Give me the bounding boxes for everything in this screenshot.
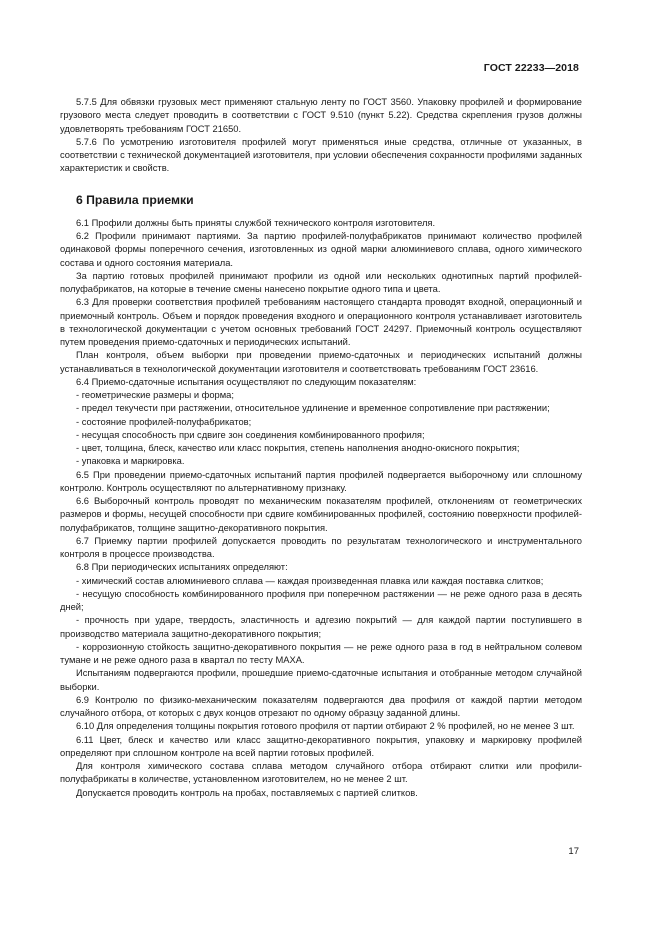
paragraph: Испытаниям подвергаются профили, прошедшие приемо-сдаточные испытания и отобранные методом случайной выборки.	[60, 668, 582, 692]
paragraph-5-7-6: 5.7.6 По усмотрению изготовителя профилей могут применяться иные средства, отличные от указанных, в соответствии с технической документацией изготовителя, при условии обеспечения сохранности профилями заданных характеристик и свойств.	[60, 136, 582, 174]
paragraph: 6.4 Приемо-сдаточные испытания осуществляют по следующим показателям:	[76, 376, 417, 387]
paragraph: 6.7 Приемку партии профилей допускается проводить по результатам технологического и инструментального контроля в процессе производства.	[60, 535, 582, 559]
paragraph: 6.1 Профили должны быть приняты службой технического контроля изготовителя.	[76, 217, 436, 228]
list-item: - несущую способность комбинированного профиля при поперечном растяжении — не реже одного раза в десять дней;	[60, 588, 582, 612]
paragraph: 6.3 Для проверки соответствия профилей требованиям настоящего стандарта проводят входной, операционный и приемочный контроль. Объем и порядок проведения входного и операционного контроля устанавливает изготовитель в технологической документации с учетом основных требований ГОСТ 24297. Приемочный контроль осуществляют путем проведения приемо-сдаточных и периодических испытаний.	[60, 297, 582, 347]
paragraph: План контроля, объем выборки при проведении приемо-сдаточных и периодических испытаний должны устанавливаться в технологической документации изготовителя и соответствовать требованиям ГОСТ 23616.	[60, 350, 582, 374]
paragraph: 6.6 Выборочный контроль проводят по механическим показателям профилей, отклонениям от геометрических размеров и формы, несущей способности при сдвиге комбинированных профилей, состоянию поверхности профилей-полуфабрикатов, толщине защитно-декоративного покрытия.	[60, 496, 582, 533]
paragraph: 6.11 Цвет, блеск и качество или класс защитно-декоративного покрытия, упаковку и маркировку профилей определяют при сплошном контроле на всей партии готовых профилей.	[60, 734, 582, 758]
standard-header: ГОСТ 22233—2018	[483, 62, 579, 74]
paragraph: Допускается проводить контроль на пробах, поставляемых с партией слитков.	[76, 787, 418, 798]
list-item: - цвет, толщина, блеск, качество или класс покрытия, степень наполнения анодно-окисного покрытия;	[76, 443, 520, 453]
page-number: 17	[568, 846, 579, 857]
paragraph: За партию готовых профилей принимают профили из одной или нескольких однотипных партий профилей-полуфабрикатов, на которые в течение смены нанесено покрытие одного типа и цвета.	[60, 270, 582, 294]
list-item: - упаковка и маркировка.	[76, 456, 185, 467]
paragraph: 6.8 При периодических испытаниях определяют:	[76, 562, 288, 573]
list-item: - коррозионную стойкость защитно-декоративного покрытия — не реже одного раза в год в нейтральном солевом тумане и не реже одного раза в квартал по тесту МАХА.	[60, 641, 582, 665]
document-body	[60, 96, 582, 800]
paragraph: 6.9 Контролю по физико-механическим показателям подвергаются два профиля от каждой партии методом случайного отбора, от которых с двух концов отрезают по одному образцу заданной длины.	[60, 694, 582, 718]
paragraph: 6.5 При проведении приемо-сдаточных испытаний партия профилей подвергается выборочному или сплошному контролю. Контроль осуществляют по альтернативному признаку.	[60, 469, 582, 493]
list-item: - несущая способность при сдвиге зон соединения комбинированного профиля;	[76, 429, 425, 440]
paragraph: Для контроля химического состава сплава методом случайного отбора отбирают слитки или профили-полуфабрикаты в количестве, установленном изготовителем, но не менее 2 шт.	[60, 761, 582, 785]
list-item: - состояние профилей-полуфабрикатов;	[76, 416, 252, 427]
list-item: - геометрические размеры и форма;	[76, 390, 234, 400]
section-heading: 6 Правила приемки	[76, 192, 194, 207]
list-item: - прочность при ударе, твердость, эластичность и адгезию покрытий — для каждой партии поступившего в производство материала защитно-декоративного покрытия;	[60, 615, 582, 639]
paragraph-5-7-5: 5.7.5 Для обвязки грузовых мест применяют стальную ленту по ГОСТ 3560. Упаковку профилей и формирование грузового места следует проводить в соответствии с ГОСТ 9.510 (пункт 5.22). Средства скрепления грузов должны удовлетворять требованиям ГОСТ 21650.	[60, 97, 582, 134]
paragraph: 6.2 Профили принимают партиями. За партию профилей-полуфабрикатов принимают количество профилей одинаковой формы поперечного сечения, изготовленных из одной марки алюминиевого сплава, одного химического состава и одного состояния материала.	[60, 231, 582, 268]
paragraph: 6.10 Для определения толщины покрытия готового профиля от партии отбирают 2 % профилей, но не менее 3 шт.	[76, 721, 575, 732]
list-item: - химический состав алюминиевого сплава — каждая произведенная плавка или каждая поставка слитков;	[76, 575, 544, 586]
list-item: - предел текучести при растяжении, относительное удлинение и временное сопротивление при растяжении;	[76, 403, 550, 414]
